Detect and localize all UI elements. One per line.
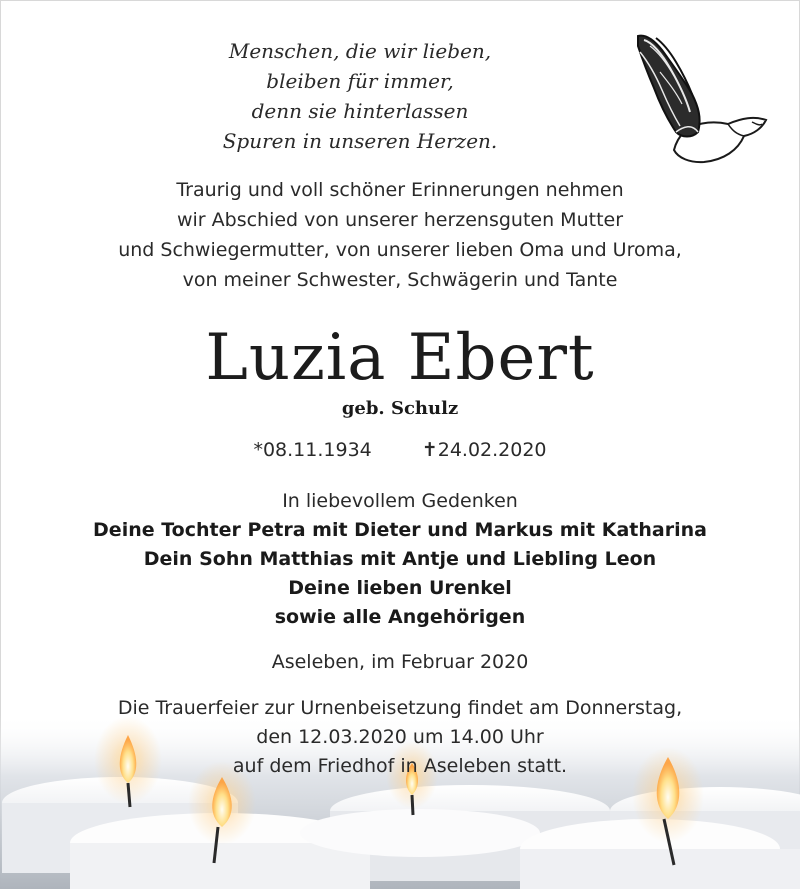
poem-line: Spuren in unseren Herzen.: [222, 129, 498, 153]
family-line: sowie alle Angehörigen: [274, 606, 526, 628]
family-line: Deine lieben Urenkel: [288, 577, 512, 599]
intro-line: wir Abschied von unserer herzensguten Mutter: [176, 209, 624, 231]
ceremony-info: [40, 694, 760, 781]
family-line: Deine Tochter Petra mit Dieter und Markus mit Katharina: [93, 519, 707, 541]
maiden-name: geb. Schulz: [341, 398, 459, 419]
death-date: ✝24.02.2020: [421, 439, 547, 461]
intro-line: von meiner Schwester, Schwägerin und Tante: [182, 269, 618, 291]
family-line: Dein Sohn Matthias mit Antje und Liebling Leon: [143, 548, 657, 570]
praying-hands-icon: [632, 32, 772, 164]
intro-line: und Schwiegermutter, von unserer lieben Oma und Uroma,: [118, 239, 682, 261]
ceremony-line: Die Trauerfeier zur Urnenbeisetzung findet am Donnerstag,: [117, 697, 683, 719]
poem-line: denn sie hinterlassen: [251, 99, 469, 123]
poem: [140, 36, 580, 156]
poem-line: bleiben für immer,: [266, 69, 454, 93]
intro-line: Traurig und voll schöner Erinnerungen nehmen: [176, 179, 624, 201]
place-date: Aseleben, im Februar 2020: [271, 651, 529, 673]
life-dates: [40, 436, 760, 464]
birth-date: *08.11.1934: [253, 439, 372, 461]
ceremony-line: auf dem Friedhof in Aseleben statt.: [232, 755, 568, 777]
poem-line: Menschen, die wir lieben,: [228, 39, 492, 63]
ceremony-line: den 12.03.2020 um 14.00 Uhr: [256, 726, 544, 748]
deceased-name: Luzia Ebert: [205, 321, 595, 395]
intro-text: [40, 175, 760, 295]
memorial-heading: In liebevollem Gedenken: [282, 490, 518, 512]
memorial-section: [40, 487, 760, 632]
